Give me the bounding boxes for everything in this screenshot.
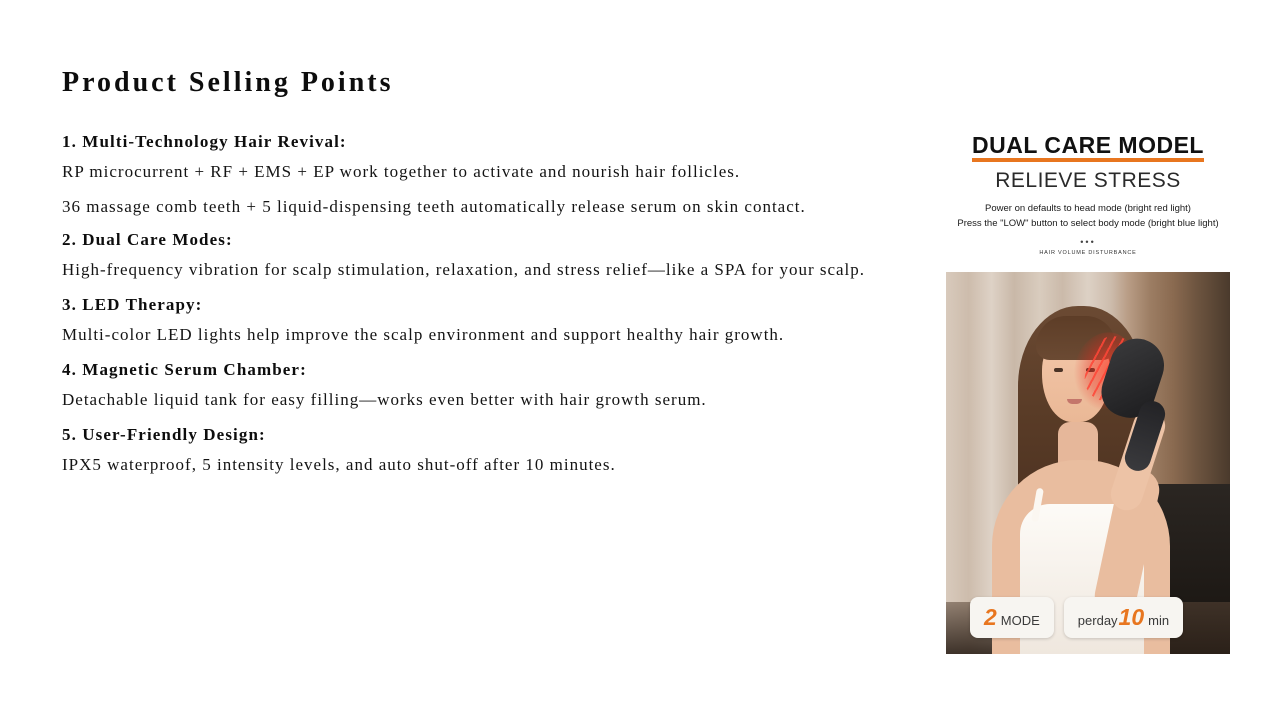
- badge-duration-number: 10: [1118, 604, 1145, 630]
- slide-content: [62, 68, 942, 489]
- selling-point-heading: 3. LED Therapy:: [62, 294, 203, 314]
- selling-point-heading: 1. Multi-Technology Hair Revival:: [62, 131, 347, 151]
- selling-point-body: RP microcurrent + RF + EMS + EP work together to activate and nourish hair follicles.: [62, 161, 741, 181]
- product-lifestyle-photo: [946, 272, 1230, 654]
- selling-point-body: High-frequency vibration for scalp stimulation, relaxation, and stress relief—like a SPA for your scalp.: [62, 259, 866, 279]
- selling-point-heading: 5. User-Friendly Design:: [62, 424, 266, 444]
- selling-point-1: [62, 131, 942, 219]
- banner-micro-caption: HAIR VOLUME DISTURBANCE: [1039, 249, 1137, 256]
- dots-icon: •••: [1080, 236, 1096, 247]
- selling-point-3: [62, 294, 942, 347]
- badge-duration: [1064, 597, 1183, 638]
- banner-instruction-line-1: Power on defaults to head mode (bright red light): [985, 203, 1191, 214]
- page-title: Product Selling Points: [62, 67, 394, 98]
- selling-point-heading: 2. Dual Care Modes:: [62, 229, 233, 249]
- selling-point-2: [62, 229, 942, 282]
- badge-duration-prefix: perday: [1077, 613, 1118, 628]
- selling-point-body: Detachable liquid tank for easy filling—works even better with hair growth serum.: [62, 389, 707, 409]
- selling-point-body: IPX5 waterproof, 5 intensity levels, and auto shut-off after 10 minutes.: [62, 454, 616, 474]
- badge-mode: [970, 597, 1054, 638]
- banner-instruction-line-2: Press the "LOW" button to select body mode (bright blue light): [957, 217, 1219, 229]
- dual-care-banner: [946, 120, 1230, 272]
- selling-point-body: Multi-color LED lights help improve the scalp environment and support healthy hair growth.: [62, 324, 785, 344]
- banner-title: DUAL CARE MODEL: [972, 132, 1204, 162]
- badge-duration-label: min: [1148, 613, 1170, 628]
- selling-point-heading: 4. Magnetic Serum Chamber:: [62, 359, 307, 379]
- model-eye-left: [1054, 368, 1063, 372]
- banner-subtitle: RELIEVE STRESS: [995, 169, 1181, 192]
- selling-point-body: 36 massage comb teeth + 5 liquid-dispensing teeth automatically release serum on skin contact.: [62, 196, 806, 216]
- selling-point-5: [62, 424, 942, 477]
- photo-badges: [970, 597, 1183, 638]
- badge-mode-label: MODE: [1000, 613, 1040, 628]
- badge-mode-number: 2: [984, 604, 997, 630]
- selling-point-4: [62, 359, 942, 412]
- product-media-panel: [946, 120, 1230, 654]
